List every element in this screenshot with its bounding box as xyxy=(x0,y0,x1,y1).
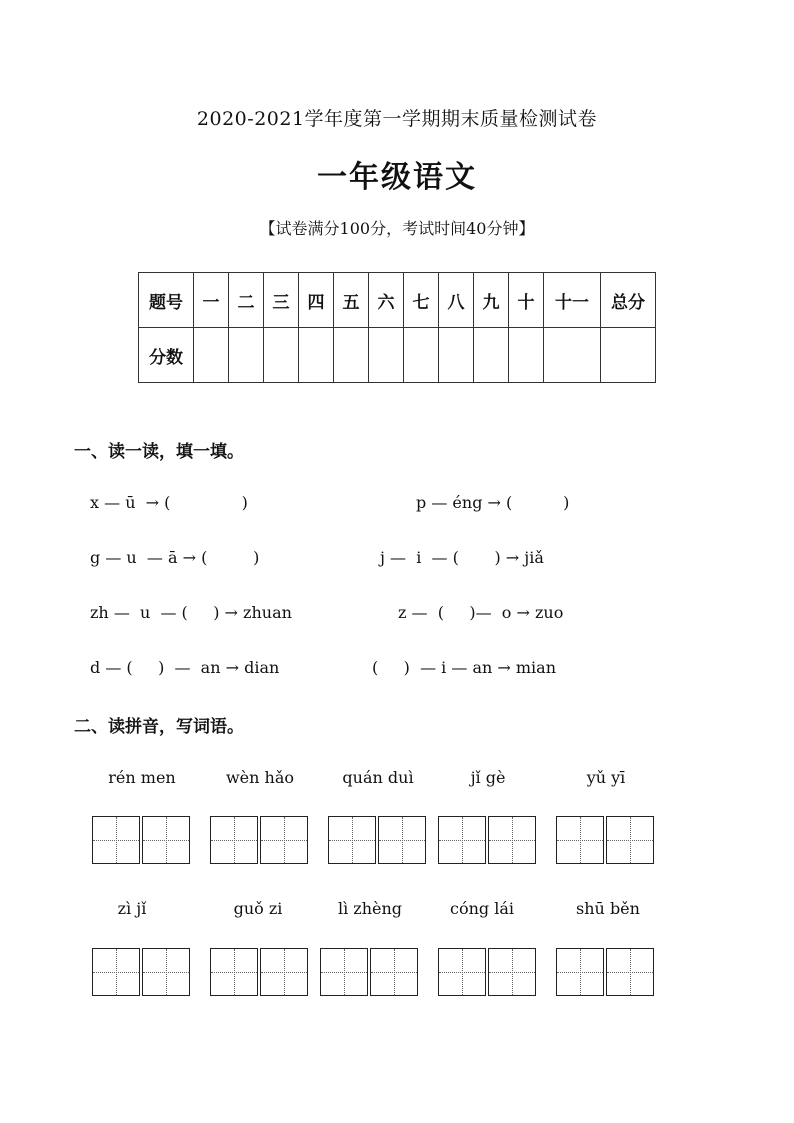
score-cell[interactable] xyxy=(299,328,334,383)
score-col: 总分 xyxy=(601,273,656,328)
pinyin-label: guǒ zi xyxy=(233,899,283,918)
fill-line: ( ) — i — an → mian xyxy=(372,658,557,677)
fill-line: j — i — ( ) → jiǎ xyxy=(380,548,544,567)
score-col: 六 xyxy=(369,273,404,328)
writing-box[interactable] xyxy=(488,948,536,996)
writing-box[interactable] xyxy=(488,816,536,864)
score-col: 五 xyxy=(334,273,369,328)
fill-line: x — ū → ( ) xyxy=(90,493,248,512)
fill-line: zh — u — ( ) → zhuan xyxy=(90,603,292,622)
pinyin-label: zì jǐ xyxy=(117,899,147,918)
writing-box[interactable] xyxy=(92,816,140,864)
score-cell[interactable] xyxy=(264,328,299,383)
writing-box[interactable] xyxy=(556,948,604,996)
score-row-label: 分数 xyxy=(139,328,194,383)
score-col: 三 xyxy=(264,273,299,328)
pinyin-label: cóng lái xyxy=(450,899,514,918)
score-cell[interactable] xyxy=(439,328,474,383)
score-cell[interactable] xyxy=(474,328,509,383)
pinyin-label: shū běn xyxy=(576,899,640,918)
writing-box[interactable] xyxy=(92,948,140,996)
score-cell[interactable] xyxy=(509,328,544,383)
writing-box[interactable] xyxy=(260,816,308,864)
writing-box[interactable] xyxy=(328,816,376,864)
score-col: 八 xyxy=(439,273,474,328)
writing-box[interactable] xyxy=(210,948,258,996)
score-cell[interactable] xyxy=(229,328,264,383)
score-table xyxy=(138,272,656,383)
score-cell[interactable] xyxy=(404,328,439,383)
score-col: 九 xyxy=(474,273,509,328)
writing-box[interactable] xyxy=(438,948,486,996)
score-cell[interactable] xyxy=(369,328,404,383)
score-value-row xyxy=(139,328,656,383)
exam-note: 【试卷满分100分，考试时间40分钟】 xyxy=(259,219,535,238)
section2-heading: 二、读拼音，写词语。 xyxy=(74,717,244,737)
score-col: 七 xyxy=(404,273,439,328)
writing-box[interactable] xyxy=(556,816,604,864)
writing-box[interactable] xyxy=(606,948,654,996)
fill-line: d — ( ) — an → dian xyxy=(90,658,280,677)
score-col: 十一 xyxy=(544,273,601,328)
fill-line: z — ( )— o → zuo xyxy=(398,603,564,622)
score-row-label: 题号 xyxy=(139,273,194,328)
score-col: 十 xyxy=(509,273,544,328)
score-col: 二 xyxy=(229,273,264,328)
pinyin-label: rén men xyxy=(108,768,176,787)
section1-heading: 一、读一读，填一填。 xyxy=(74,442,244,462)
writing-box[interactable] xyxy=(142,948,190,996)
score-col: 一 xyxy=(194,273,229,328)
score-cell[interactable] xyxy=(194,328,229,383)
pinyin-label: jǐ gè xyxy=(470,768,506,787)
score-col: 四 xyxy=(299,273,334,328)
fill-line: p — éng → ( ) xyxy=(416,493,570,512)
writing-box[interactable] xyxy=(142,816,190,864)
score-header-row xyxy=(139,273,656,328)
score-cell[interactable] xyxy=(544,328,601,383)
writing-box[interactable] xyxy=(378,816,426,864)
score-cell[interactable] xyxy=(334,328,369,383)
writing-box[interactable] xyxy=(370,948,418,996)
writing-box[interactable] xyxy=(606,816,654,864)
score-cell[interactable] xyxy=(601,328,656,383)
exam-title: 一年级语文 xyxy=(317,160,477,195)
pinyin-label: quán duì xyxy=(342,768,414,787)
writing-box[interactable] xyxy=(438,816,486,864)
writing-box[interactable] xyxy=(260,948,308,996)
pinyin-label: yǔ yī xyxy=(586,768,626,787)
fill-line: g — u — ā → ( ) xyxy=(90,548,260,567)
writing-box[interactable] xyxy=(210,816,258,864)
pinyin-label: wèn hǎo xyxy=(225,768,295,787)
pinyin-label: lì zhèng xyxy=(337,899,403,918)
writing-box[interactable] xyxy=(320,948,368,996)
exam-subtitle: 2020-2021学年度第一学期期末质量检测试卷 xyxy=(196,108,598,130)
